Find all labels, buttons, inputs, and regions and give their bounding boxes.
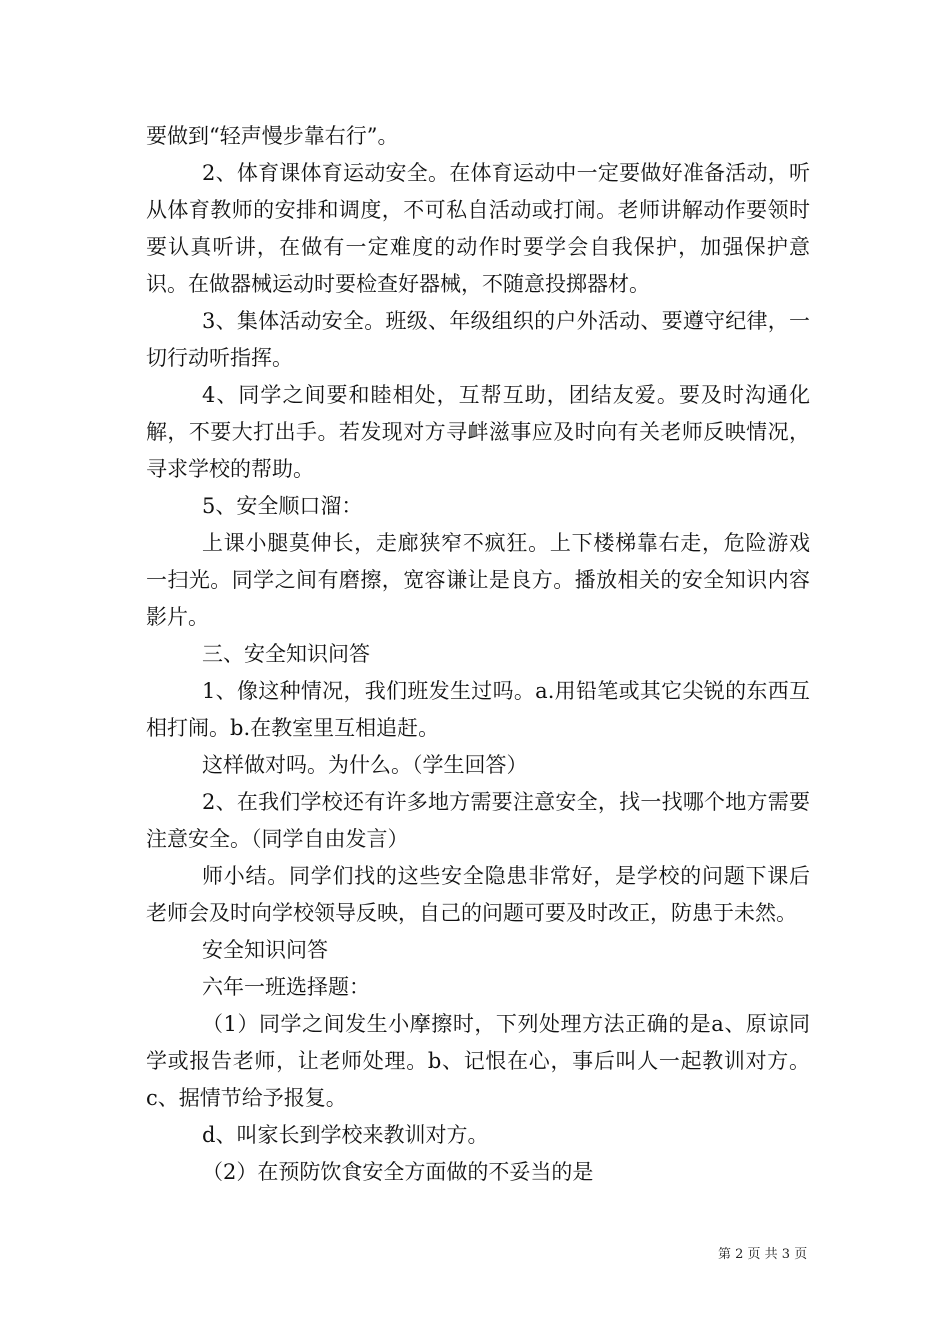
paragraph: d、叫家长到学校来教训对方。 [202, 1123, 489, 1147]
paragraph: 上课小腿莫伸长，走廊狭窄不疯狂。上下楼梯靠右走，危险游戏一扫光。同学之间有磨擦，宽容谦让是良方。播放相关的安全知识内容影片。 [146, 531, 810, 629]
paragraph: 要做到“轻声慢步靠右行”。 [146, 124, 399, 148]
paragraph: 师小结。同学们找的这些安全隐患非常好，是学校的问题下课后老师会及时向学校领导反映，自己的问题可要及时改正，防患于未然。 [146, 864, 810, 925]
paragraph: 安全知识问答 [202, 938, 328, 962]
paragraph: 3、集体活动安全。班级、年级组织的户外活动、要遵守纪律，一切行动听指挥。 [146, 309, 810, 370]
paragraph: 4、同学之间要和睦相处，互帮互助，团结友爱。要及时沟通化解，不要大打出手。若发现对方寻衅滋事应及时向有关老师反映情况，寻求学校的帮助。 [146, 383, 810, 481]
paragraph: 1、像这种情况，我们班发生过吗。a.用铅笔或其它尖锐的东西互相打闹。b.在教室里互相追赶。 [146, 679, 810, 740]
document-body [146, 118, 810, 1191]
paragraph: 2、在我们学校还有许多地方需要注意安全，找一找哪个地方需要注意安全。（同学自由发言） [146, 790, 810, 851]
paragraph: 六年一班选择题： [202, 975, 370, 999]
paragraph: （1）同学之间发生小摩擦时，下列处理方法正确的是a、原谅同学或报告老师，让老师处理。b、记恨在心，事后叫人一起教训对方。c、据情节给予报复。 [146, 1012, 810, 1110]
paragraph: （2）在预防饮食安全方面做的不妥当的是 [202, 1160, 594, 1184]
paragraph: 2、体育课体育运动安全。在体育运动中一定要做好准备活动，听从体育教师的安排和调度，不可私自活动或打闹。老师讲解动作要领时要认真听讲，在做有一定难度的动作时要学会自我保护，加强保护意识。在做器械运动时要检查好器械，不随意投掷器材。 [146, 161, 810, 296]
page-number: 第 2 页 共 3 页 [718, 1247, 808, 1262]
section-heading: 三、安全知识问答 [202, 642, 370, 666]
paragraph: 5、安全顺口溜： [202, 494, 363, 518]
paragraph: 这样做对吗。为什么。（学生回答） [202, 753, 528, 777]
